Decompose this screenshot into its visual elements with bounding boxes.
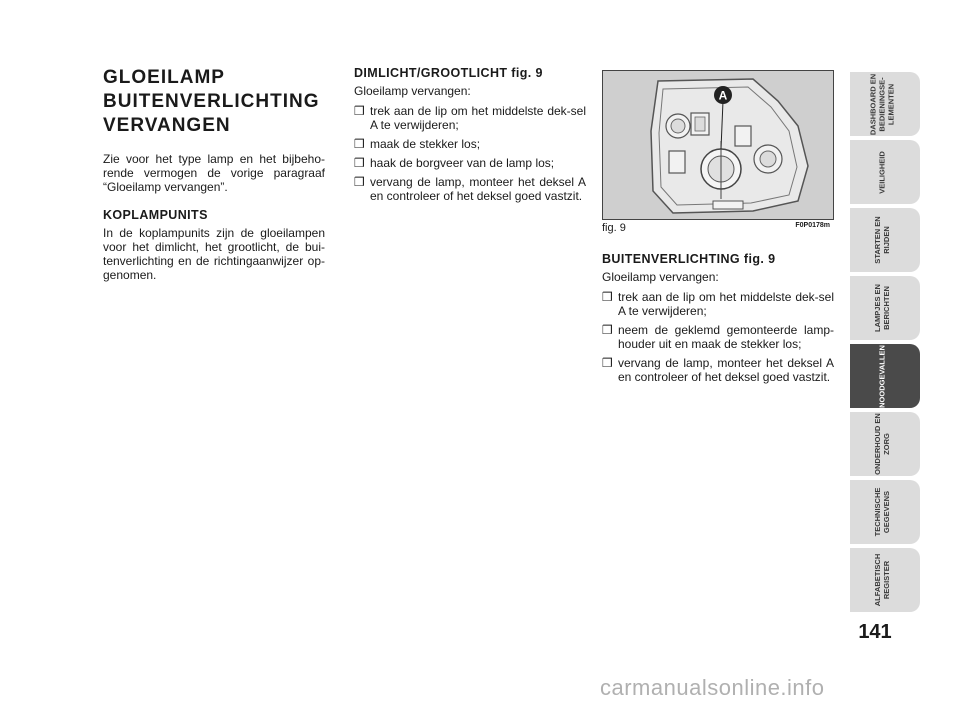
instruction-list (354, 104, 586, 203)
column-right (602, 252, 834, 389)
checkbox-bullet-icon: ❒ (354, 175, 365, 189)
figure-code: F0P0178m (795, 222, 830, 229)
tab-alfabetisch-register[interactable]: ALFABETISCH REGISTER (850, 548, 920, 612)
list-item: ❒ vervang de lamp, monteer het deksel A en controleer of het deksel goed vastzit. (354, 175, 586, 203)
tab-technische-gegevens[interactable]: TECHNISCHE GEGEVENS (850, 480, 920, 544)
tab-onderhoud-en-zorg[interactable]: ONDERHOUD EN ZORG (850, 412, 920, 476)
tab-lampjes-en-berichten[interactable]: LAMPJES EN BERICHTEN (850, 276, 920, 340)
list-item: ❒ vervang de lamp, monteer het deksel A en controleer of het deksel goed vastzit. (602, 356, 834, 384)
checkbox-bullet-icon: ❒ (354, 156, 365, 170)
list-item: ❒ neem de geklemd gemonteerde lamp-houder uit en maak de stekker los; (602, 323, 834, 351)
section-heading-dimlicht: DIMLICHT/GROOTLICHT fig. 9 (354, 66, 543, 80)
list-item: ❒ maak de stekker los; (354, 137, 481, 151)
page-title: GLOEILAMP BUITENVERLICHTING VERVANGEN (103, 67, 320, 136)
section-heading-koplampunits: KOPLAMPUNITS (103, 208, 208, 222)
checkbox-bullet-icon: ❒ (602, 290, 613, 304)
lead-text: Gloeilamp vervangen: (602, 270, 719, 284)
tab-noodgevallen[interactable]: NOODGEVALLEN (850, 344, 920, 408)
watermark: carmanualsonline.info (600, 675, 825, 700)
page-number: 141 (858, 621, 892, 643)
column-left (103, 66, 325, 296)
section-heading-buitenverlichting: BUITENVERLICHTING fig. 9 (602, 252, 776, 266)
list-item: ❒ haak de borgveer van de lamp los; (354, 156, 555, 170)
column-middle (354, 66, 586, 208)
list-item: ❒ trek aan de lip om het middelste dek-sel A te verwijderen; (354, 104, 586, 132)
headlamp-figure (602, 70, 834, 220)
checkbox-bullet-icon: ❒ (602, 356, 613, 370)
tab-dashboard[interactable]: DASHBOARD EN BEDIENINGSE- LEMENTEN (850, 72, 920, 136)
tab-starten-en-rijden[interactable]: STARTEN EN RIJDEN (850, 208, 920, 272)
checkbox-bullet-icon: ❒ (354, 137, 365, 151)
headlamp-illustration (603, 71, 833, 219)
checkbox-bullet-icon: ❒ (602, 323, 613, 337)
lead-text: Gloeilamp vervangen: (354, 84, 471, 98)
intro-paragraph: Zie voor het type lamp en het bijbeho-rende vermogen de vorige paragraaf “Gloeilamp vervangen”. (103, 152, 325, 194)
section-paragraph: In de koplampunits zijn de gloeilampen voor het dimlicht, het grootlicht, de bui-tenverlichting en de richtingaanwijzer op-genomen. (103, 226, 325, 282)
tab-veiligheid[interactable]: VEILIGHEID (850, 140, 920, 204)
instruction-list (602, 290, 834, 384)
figure-marker-a: A (718, 88, 728, 103)
list-item: ❒ trek aan de lip om het middelste dek-sel A te verwijderen; (602, 290, 834, 318)
figure-label: fig. 9 (602, 222, 626, 234)
checkbox-bullet-icon: ❒ (354, 104, 365, 118)
figure-caption (602, 222, 832, 236)
